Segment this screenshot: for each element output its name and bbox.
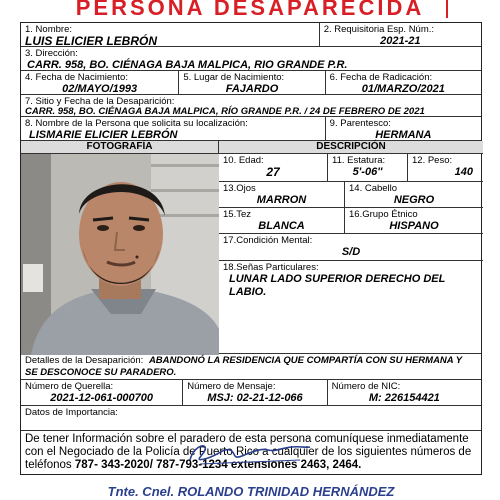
filing-date-value: 01/MARZO/2021	[361, 83, 445, 95]
complaint-number-value: 2021-12-061-000700	[50, 392, 154, 404]
description-column	[219, 141, 483, 353]
mental-condition-value: S/D	[341, 246, 361, 258]
row-details	[21, 354, 481, 380]
weight-label: 12. Peso:	[412, 155, 453, 166]
desc-row-eyes	[219, 182, 483, 208]
complaint-number-cell	[21, 380, 183, 405]
nic-number-cell	[328, 380, 481, 405]
row-place-date	[21, 95, 481, 117]
notice-phones: 787- 343-2020/ 787-793-1234 extensiones 2463, 2464.	[74, 459, 362, 471]
message-number-value: MSJ: 02-21-12-066	[207, 392, 303, 404]
requester-cell	[21, 117, 326, 140]
requisitoria-label: 2. Requisitoria Esp. Núm.:	[323, 24, 435, 35]
ethnic-group-cell	[345, 208, 483, 233]
importance-label: Datos de Importancia:	[25, 407, 118, 418]
handwritten-signature	[180, 438, 320, 468]
hair-label: 14. Cabello	[349, 183, 398, 194]
message-number-label: Número de Mensaje:	[187, 381, 276, 392]
row-importance	[21, 406, 481, 431]
filing-date-cell	[326, 71, 481, 94]
place-date-cell	[21, 95, 481, 116]
ethnic-group-label: 16.Grupo Étnico	[349, 209, 418, 220]
place-date-label: 7. Sitio y Fecha de la Desaparición:	[25, 96, 175, 107]
eyes-value: MARRON	[256, 194, 307, 206]
requisitoria-cell	[320, 23, 481, 46]
person-portrait-image	[21, 154, 219, 355]
weight-value: 140	[454, 166, 473, 178]
address-cell	[21, 47, 481, 70]
place-date-value: CARR. 958, BO. CIÉNAGA BAJA MALPICA, RÍO GRANDE P.R. / 24 DE FEBRERO DE 2021	[25, 106, 425, 117]
requisitoria-value: 2021-21	[380, 35, 421, 47]
hair-value: NEGRO	[393, 194, 435, 206]
details-label: Detalles de la Desaparición:	[25, 355, 144, 366]
name-value: LUIS ELICIER LEBRÓN	[25, 34, 158, 48]
marks-cell	[219, 261, 483, 354]
age-label: 10. Edad:	[223, 155, 264, 166]
photo-column	[21, 141, 219, 353]
desc-row-mental	[219, 234, 483, 261]
requester-label: 8. Nombre de la Persona que solicita su localización:	[25, 118, 248, 129]
page-title: PERSONA DESAPARECIDA	[75, 0, 425, 20]
marks-label: 18.Señas Particulares:	[223, 262, 319, 273]
height-value: 5'-06''	[352, 166, 383, 178]
birthdate-cell	[21, 71, 179, 94]
signatory-name: Tnte. Cnel. ROLANDO TRINIDAD HERNÁNDEZ	[107, 484, 395, 499]
relationship-cell	[326, 117, 481, 140]
signature-area	[20, 438, 482, 500]
importance-cell	[21, 406, 481, 430]
birthdate-label: 4. Fecha de Nacimiento:	[25, 72, 128, 83]
height-cell	[328, 154, 408, 181]
eyes-label: 13.Ojos	[223, 183, 256, 194]
name-cell	[21, 23, 320, 46]
complexion-cell	[219, 208, 345, 233]
nic-number-label: Número de NIC:	[331, 381, 401, 392]
row-numbers	[21, 380, 481, 406]
complaint-number-label: Número de Querella:	[25, 381, 114, 392]
hair-cell	[345, 182, 483, 207]
name-label: 1. Nombre:	[25, 24, 72, 35]
birthplace-label: 5. Lugar de Nacimiento:	[183, 72, 285, 83]
row-address	[21, 47, 481, 71]
birthplace-cell	[179, 71, 325, 94]
address-value: CARR. 958, BO. CIÉNAGA BAJA MALPICA, RIO GRANDE P.R.	[27, 59, 348, 71]
row-name	[21, 23, 481, 47]
missing-person-form	[20, 22, 482, 475]
marks-value: LUNAR LADO SUPERIOR DERECHO DEL LABIO.	[229, 273, 446, 298]
row-requester	[21, 117, 481, 141]
relationship-value: HERMANA	[375, 129, 432, 141]
description-header: DESCRIPCIÓN	[219, 141, 483, 154]
nic-number-value: M: 226154421	[368, 392, 440, 404]
birthdate-value: 02/MAYO/1993	[62, 83, 138, 95]
desc-row-complexion	[219, 208, 483, 234]
address-label: 3. Dirección:	[25, 48, 78, 59]
notice-body: De tener Información sobre el paradero de esta persona comuníquese inmediatamente con el Negociado de la Policía de Puerto Rico a cualquier de los siguientes números de teléfonos	[25, 433, 472, 471]
mental-condition-label: 17.Condición Mental:	[223, 235, 313, 246]
photo-header: FOTOGRAFÍA	[21, 141, 218, 154]
filing-date-label: 6. Fecha de Radicación:	[329, 72, 433, 83]
person-photo	[21, 154, 219, 355]
age-value: 27	[266, 165, 280, 179]
photo-description-section	[21, 141, 481, 354]
details-cell	[21, 354, 481, 379]
weight-cell	[408, 154, 483, 181]
row-dates	[21, 71, 481, 95]
age-cell	[219, 154, 328, 181]
complexion-label: 15.Tez	[223, 209, 251, 220]
details-value: ABANDONÓ LA RESIDENCIA QUE COMPARTÍA CON SU HERMANA Y SE DESCONOCE SU PARADERO.	[25, 355, 462, 378]
height-label: 11. Estatura:	[332, 155, 386, 166]
message-number-cell	[183, 380, 327, 405]
title-mark	[446, 0, 448, 18]
eyes-cell	[219, 182, 345, 207]
mental-condition-cell	[219, 234, 483, 260]
relationship-label: 9. Parentesco:	[329, 118, 391, 129]
requester-value: LISMARIE ELICIER LEBRÓN	[29, 129, 178, 141]
ethnic-group-value: HISPANO	[389, 220, 439, 232]
desc-row-age	[219, 154, 483, 182]
complexion-value: BLANCA	[258, 220, 305, 232]
birthplace-value: FAJARDO	[225, 83, 279, 95]
